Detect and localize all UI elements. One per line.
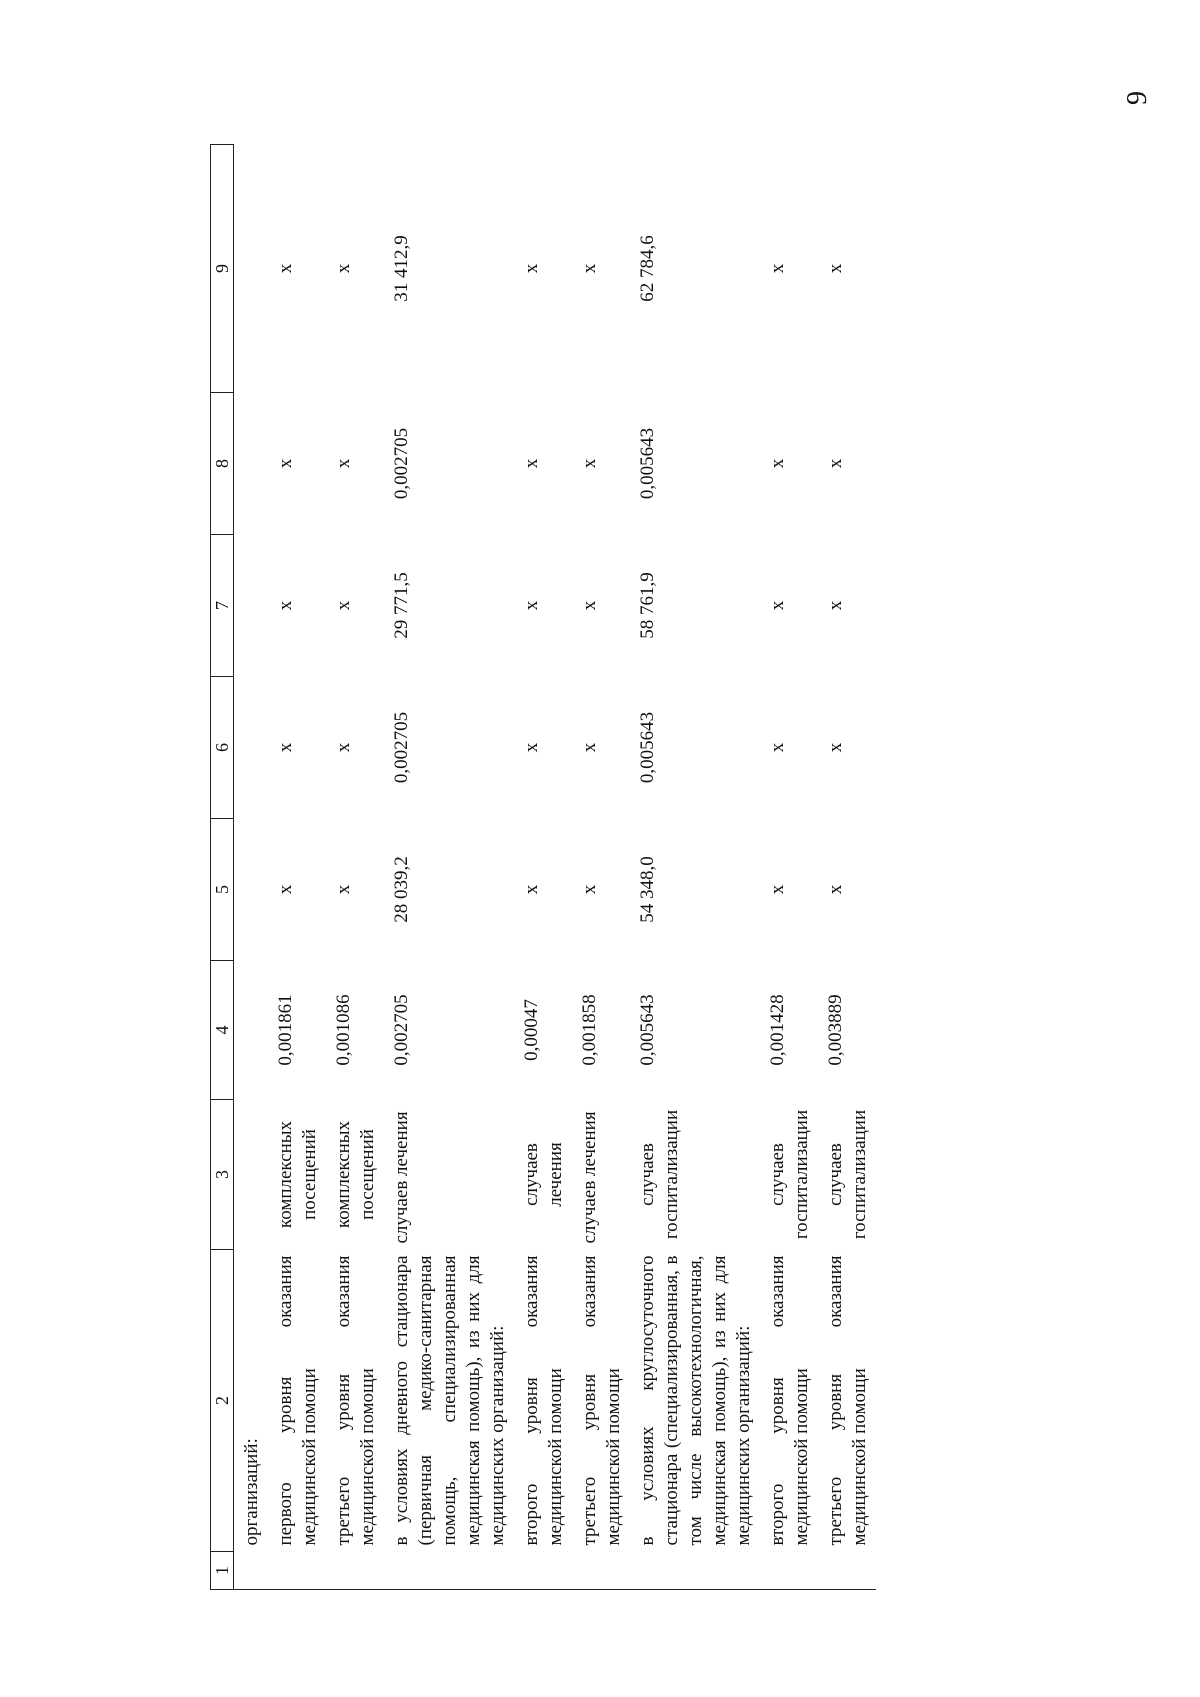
value-cell: x [521, 600, 542, 611]
value-cell: x [275, 884, 296, 895]
indicator-name-cell: третьего уровня оказания медицинской помощи [333, 1255, 378, 1546]
value-cell [234, 393, 269, 535]
value-cell: x [579, 600, 600, 611]
value-cell: 0,001086 [333, 994, 354, 1066]
column-number-header: 3 [211, 1100, 234, 1250]
indicator-name-cell: третьего уровня оказания медицинской помощи [579, 1255, 624, 1546]
value-cell: 0,002705 [391, 427, 412, 500]
value-cell: 54 348,0 [637, 856, 658, 923]
table-row [268, 145, 326, 1590]
value-cell: x [767, 742, 788, 753]
row-number-cell [818, 1552, 876, 1590]
value-cell: 58 761,9 [637, 572, 658, 639]
row-number-cell [384, 1552, 514, 1590]
value-cell: 0,005643 [637, 711, 658, 784]
unit-cell [234, 1100, 269, 1250]
column-number-header: 7 [211, 535, 234, 677]
row-number-cell [326, 1552, 384, 1590]
value-cell: 31 412,9 [391, 235, 412, 302]
unit-cell: комплексных посещений [333, 1120, 378, 1229]
value-cell: x [767, 600, 788, 611]
value-cell: 0,005643 [637, 427, 658, 500]
row-number-cell [514, 1552, 572, 1590]
indicator-name-cell: в условиях дневного стационара (первичная медико-санитарная помощь, специализированная медицинская помощь), из них для медицинских организаций: [391, 1255, 508, 1546]
column-number-row [211, 145, 234, 1590]
column-number-header: 4 [211, 961, 234, 1100]
value-cell: x [275, 458, 296, 469]
value-cell: x [521, 458, 542, 469]
table-row [384, 145, 514, 1590]
table-row [234, 145, 269, 1590]
indicator-name-cell: в условиях круглосуточного стационара (специализированная, в том числе высокотехнологичная, медицинская помощь), из них для медицинских организаций: [637, 1255, 754, 1546]
unit-cell: случаев лечения [521, 1142, 566, 1207]
value-cell: 29 771,5 [391, 572, 412, 639]
value-cell: x [767, 458, 788, 469]
value-cell: 62 784,6 [637, 235, 658, 302]
value-cell: 28 039,2 [391, 856, 412, 923]
value-cell: x [333, 884, 354, 895]
indicator-name-cell: организаций: [241, 1438, 262, 1546]
table-row [326, 145, 384, 1590]
value-cell: x [521, 742, 542, 753]
value-cell: 0,001858 [579, 994, 600, 1066]
value-cell: x [825, 263, 846, 274]
value-cell: 0,001861 [275, 994, 296, 1066]
value-cell [234, 819, 269, 961]
row-number-cell [630, 1552, 760, 1590]
value-cell: x [579, 263, 600, 274]
value-cell: 0,005643 [637, 994, 658, 1066]
table-row [818, 145, 876, 1590]
indicator-name-cell: третьего уровня оказания медицинской помощи [825, 1255, 870, 1546]
value-cell: x [333, 263, 354, 274]
value-cell: x [825, 884, 846, 895]
row-number-cell [234, 1552, 269, 1590]
column-number-header: 9 [211, 145, 234, 393]
value-cell: x [275, 742, 296, 753]
value-cell [234, 145, 269, 393]
rotated-table-frame [210, 145, 980, 1590]
table-row [760, 145, 818, 1590]
row-number-cell [268, 1552, 326, 1590]
indicator-name-cell: второго уровня оказания медицинской помощи [767, 1255, 812, 1546]
value-cell: x [825, 458, 846, 469]
value-cell: x [825, 600, 846, 611]
column-number-header: 8 [211, 393, 234, 535]
column-number-header: 1 [211, 1552, 234, 1590]
value-cell: x [825, 742, 846, 753]
value-cell: 0,002705 [391, 994, 412, 1066]
unit-cell: случаев лечения [579, 1111, 600, 1244]
value-cell: x [333, 600, 354, 611]
value-cell: 0,00047 [521, 999, 542, 1061]
table-row [514, 145, 572, 1590]
page-number: 9 [1122, 91, 1153, 105]
value-cell: x [579, 458, 600, 469]
column-number-header: 6 [211, 677, 234, 819]
indicator-name-cell: первого уровня оказания медицинской помощи [275, 1255, 320, 1546]
value-cell: x [333, 458, 354, 469]
value-cell: x [579, 884, 600, 895]
unit-cell: случаев госпитализации [637, 1109, 682, 1240]
row-number-cell [760, 1552, 818, 1590]
indicator-name-cell: второго уровня оказания медицинской помощи [521, 1255, 566, 1546]
value-cell: 0,003889 [825, 994, 846, 1066]
value-cell: 0,001428 [767, 994, 788, 1066]
unit-cell: случаев госпитализации [767, 1109, 812, 1240]
value-cell [234, 535, 269, 677]
value-cell: 0,002705 [391, 711, 412, 784]
financing-norms-table [210, 144, 876, 1590]
unit-cell: случаев госпитализации [825, 1109, 870, 1240]
value-cell [234, 677, 269, 819]
table-row [630, 145, 760, 1590]
unit-cell: комплексных посещений [275, 1120, 320, 1229]
column-number-header: 2 [211, 1250, 234, 1552]
value-cell: x [333, 742, 354, 753]
value-cell: x [521, 263, 542, 274]
column-number-header: 5 [211, 819, 234, 961]
value-cell: x [275, 263, 296, 274]
value-cell: x [521, 884, 542, 895]
value-cell: x [767, 263, 788, 274]
value-cell: x [767, 884, 788, 895]
value-cell [234, 961, 269, 1100]
unit-cell: случаев лечения [391, 1111, 412, 1244]
table-row [572, 145, 630, 1590]
value-cell: x [579, 742, 600, 753]
row-number-cell [572, 1552, 630, 1590]
value-cell: x [275, 600, 296, 611]
